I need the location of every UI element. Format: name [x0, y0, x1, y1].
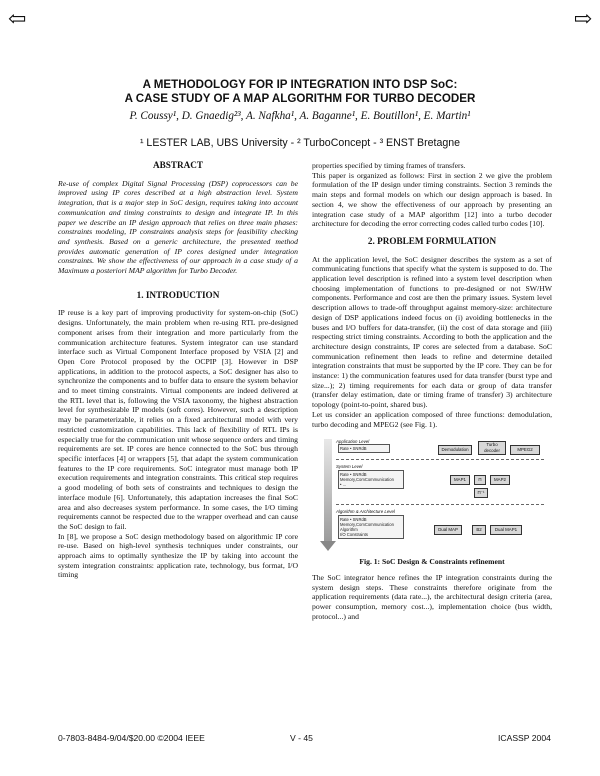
mpeg2-node: MPEG2	[510, 445, 540, 455]
abstract-text: Re-use of complex Digital Signal Processing (DSP) coprocessors can be improved using IP cores described at a high abstraction level. System integration, that is a major step in SoC design, requires taking into account communication and timing constraints to design and integrate IP. In this paper we describe an IP design approach that relies on three main phases: constraints modeling, IP constraints analysis steps for feasibility checking and synthesis. Based on a generic architecture, the presented method provides automatic generation of IP cores designed under integration constraints. We show the effectiveness of our approach in a case study of a Maximum a posteriori MAP algorithm for Turbo Decoder.	[58, 178, 298, 276]
paper-title	[0, 78, 600, 106]
system-level-label: System Level	[336, 464, 363, 470]
level-divider-1	[336, 459, 544, 460]
author-list: P. Coussy¹, D. Gnaedig²³, A. Nafkha¹, A. Baganne¹, E. Boutillon¹, E. Martin¹	[129, 110, 471, 122]
problem-paragraph-3: The SoC integrator hence refines the IP integration constraints during the system design steps. These constraints therefore originate from the application requirements (data rate...), the architectural design criteria (area, power consumption, memory cost...), implementation choice (bus width, protocol...) and	[312, 572, 552, 621]
dual-map1-node: Dual MAP1	[490, 525, 522, 535]
refinement-arrow-head	[320, 541, 336, 551]
problem-heading: 2. PROBLEM FORMULATION	[367, 235, 497, 246]
dual-map-node: Dual MAP	[434, 525, 462, 535]
figure-caption: Fig. 1: SoC Design & Constraints refinement	[359, 557, 505, 567]
title-line-2: A CASE STUDY OF A MAP ALGORITHM FOR TURBO DECODER	[124, 92, 476, 105]
intro-paragraph-1: IP reuse is a key part of improving productivity for system-on-chip (SoC) designs. Unfortunately, the main problem when re-using RTL pre-designed component arises from their integration and more particularly from the communication architecture features. System integrator can use standard interface such as Virtual Component Interface proposed by VSIA [2] and Open Core Protocol proposed by the OCPIP [3]. However in DSP applications, in addition to the protocol aspects, a SoC designer has also to synchronize the components and to buffer data to ensure the system behavior and to meet timing constraints. Virtual components are indeed delivered at the RTL level that is, following the VSIA taxonomy, the highest abstraction level for synthesizable IP models (soft cores). However, such a description may be parameterizable, it relies on a fixed architectural model with very restricted customization capabilities. This lack of flexibility of RTL IPs is especially true for the communication unit whose sequence orders and timing requirements are set. IP cores are hence connected to the SoC bus through specific interfaces [4] or wrappers [5], that adapt the system communication features to the IP core requirements. SoC integrator must manage both IP execution requirements and integration constraints. This critical step requires a good modeling of both sets of constraints and techniques to design the interface module [6]. Unfortunately, this adaptation increases the final SoC area and also decreases system performance. In some cases, the I/O timing requirements cannot be respected due to the wrapper overhead and can cause the SoC design to fail.	[58, 308, 298, 531]
system-constraints-box: Rate • SNRdB Memory,ComCommunication • ...	[338, 470, 404, 489]
soc-design-figure	[322, 437, 546, 553]
left-column	[58, 161, 298, 580]
introduction-heading: 1. INTRODUCTION	[136, 289, 220, 300]
footer-page-number: V - 45	[290, 733, 313, 743]
interleaver-node: Π	[474, 475, 486, 485]
footer-conference: ICASSP 2004	[498, 733, 551, 743]
deinterleaver-node: Π⁻¹	[474, 488, 488, 498]
algorithm-constraints-box: Rate • SNRdB Memory,ComCommunication Algorithm I/O Constraints	[338, 515, 404, 539]
problem-paragraph-1: At the application level, the SoC designer describes the system as a set of communicating functions that specify what the system is supposed to do. The application level description is refined into a system level description when choosing implementation of functions to pre-designed or not SW/HW components. Performance and cost are then the primary issues. System level description allows to trade-off throughput against memory-size: architecture design of DSP applications indeed focus on (i) avoiding bottlenecks in the buses and I/O buffers for data-transfer, (ii) the cost of data storage and (iii) respecting strict timing constraints. According to both the application and the architecture design constraints, IP cores are selected from a database. SoC communication refinement then leads to refine and determine detailed integration constraints that must be supported by the IP core. They can be for instance: 1) the communication features used for data transfer (burst type and size...); 2) timing requirements for each data or group of data transfer (transfer delay estimation, date or timing frame of transfer) 3) architecture topology (point-to-point, shared bus).	[312, 254, 552, 410]
algorithm-level-label: Algorithm & Architecture Level	[336, 509, 395, 515]
turbo-decoder-node: Turbo decoder	[478, 441, 506, 455]
b2-node: B2	[472, 525, 486, 535]
intro-continued: properties specified by timing frames of transfers.	[312, 161, 466, 170]
title-line-1: A METHODOLOGY FOR IP INTEGRATION INTO DSP SoC:	[142, 78, 458, 91]
abstract-heading: ABSTRACT	[152, 160, 204, 170]
refinement-arrow	[324, 439, 332, 543]
application-level-label: Application Level	[336, 439, 370, 445]
previous-page-arrow-icon[interactable]: ⇦	[8, 6, 27, 31]
affiliations: ¹ LESTER LAB, UBS University - ² TurboConcept - ³ ENST Bretagne	[139, 137, 461, 149]
problem-paragraph-2: Let us consider an application composed of three functions: demodulation, turbo decoding and MPEG2 (see Fig. 1).	[312, 409, 552, 429]
right-column	[312, 161, 552, 622]
footer-copyright: 0-7803-8484-9/04/$20.00 ©2004 IEEE	[58, 733, 205, 743]
level-divider-2	[336, 504, 544, 505]
map2-node: MAP2	[490, 475, 510, 485]
intro-paragraph-3: This paper is organized as follows: First in section 2 we give the problem formulation of the IP design under timing constraints. Section 3 reminds the main steps and formal models on which our design approach is based. In section 4, we show the effectiveness of our approach by presenting an integration case study of a MAP algorithm [12] into a turbo decoder architecture for decoding the error correcting codes called turbo codes [10].	[312, 170, 552, 229]
demodulation-node: Demodulation	[438, 445, 472, 455]
next-page-arrow-icon[interactable]: ⇨	[573, 6, 592, 31]
application-constraints-box: Rate • SNRdB	[338, 444, 390, 453]
map1-node: MAP1	[450, 475, 470, 485]
intro-paragraph-2: In [8], we propose a SoC design methodology based on algorithmic IP core re-use. Based on high-level synthesis techniques under constraints, our approach aims to optimally synthesize the IP by taking into account the system integration constraints: application rate, technology, bus format, I/O timing	[58, 531, 298, 580]
